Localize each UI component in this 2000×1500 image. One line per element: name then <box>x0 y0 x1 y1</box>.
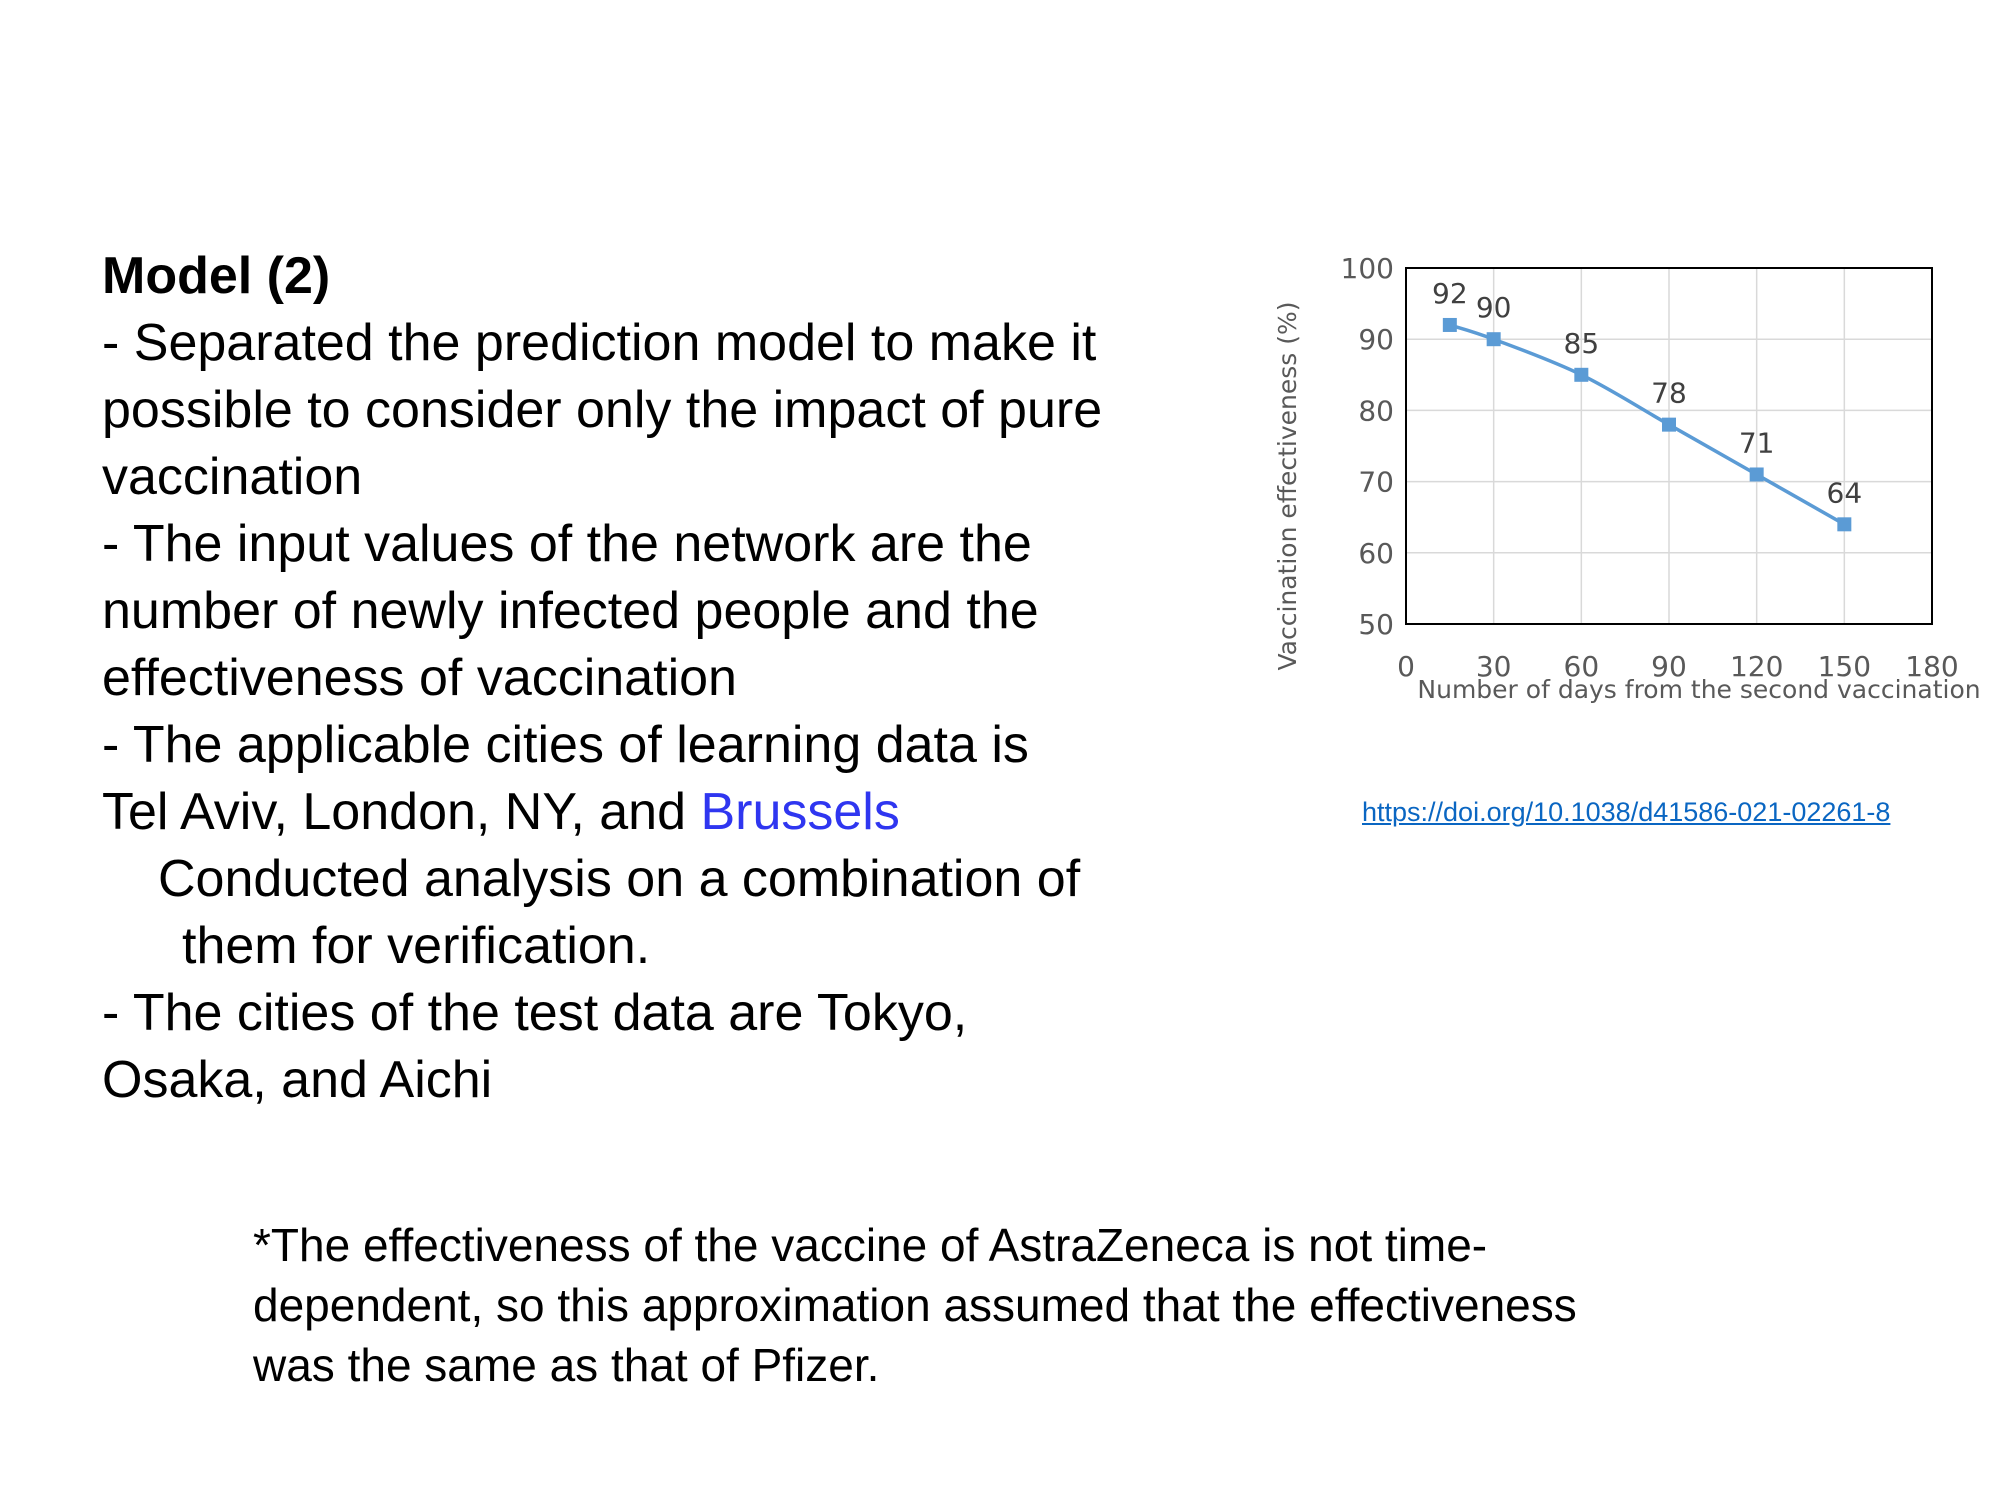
x-tick-label: 60 <box>1563 650 1600 683</box>
y-tick-label: 70 <box>1358 465 1394 499</box>
data-point-marker <box>1750 467 1764 481</box>
cities-text: Tel Aviv, London, NY, and <box>102 783 701 841</box>
y-tick-label: 90 <box>1358 323 1394 357</box>
data-label: 64 <box>1826 476 1863 510</box>
body-line: effectiveness of vaccination <box>102 649 737 707</box>
data-label: 90 <box>1475 291 1512 325</box>
x-tick-label: 180 <box>1905 650 1959 683</box>
data-label: 92 <box>1432 276 1468 310</box>
data-point-marker <box>1662 418 1676 432</box>
data-point-marker <box>1443 318 1457 332</box>
y-axis-title: Vaccination effectiveness (%) <box>1273 301 1302 671</box>
y-tick-label: 50 <box>1358 608 1394 641</box>
x-tick-label: 30 <box>1475 650 1512 683</box>
body-line: number of newly infected people and the <box>102 582 1039 640</box>
series-line <box>1450 325 1844 524</box>
slide-title: Model (2) <box>102 247 331 305</box>
data-label: 71 <box>1738 426 1775 460</box>
x-tick-label: 0 <box>1397 650 1415 683</box>
body-line: possible to consider only the impact of pure <box>102 381 1103 439</box>
highlighted-city: Brussels <box>700 783 900 841</box>
body-line: - Separated the prediction model to make it <box>102 314 1097 372</box>
x-axis-title: Number of days from the second vaccination <box>1417 675 1981 704</box>
data-point-marker <box>1837 517 1851 531</box>
y-tick-label: 60 <box>1358 536 1394 570</box>
footnote <box>253 1215 1753 1395</box>
data-point-marker <box>1574 368 1588 382</box>
body-line: - The input values of the network are the <box>102 515 1032 573</box>
x-tick-label: 150 <box>1817 650 1872 683</box>
x-tick-label: 90 <box>1651 650 1687 683</box>
cities-line <box>102 779 1212 846</box>
data-label: 85 <box>1563 326 1600 360</box>
test-data-line: - The cities of the test data are Tokyo, <box>102 984 968 1042</box>
data-label: 78 <box>1651 376 1687 410</box>
body-line: vaccination <box>102 448 363 506</box>
footnote-line: *The effectiveness of the vaccine of AstraZeneca is not time- <box>253 1219 1488 1271</box>
analysis-line: Conducted analysis on a combination of <box>158 850 1081 908</box>
footnote-line: was the same as that of Pfizer. <box>253 1339 880 1391</box>
analysis-line: them for verification. <box>182 917 651 975</box>
body-line: - The applicable cities of learning data is <box>102 716 1029 774</box>
footnote-line: dependent, so this approximation assumed that the effectiveness <box>253 1279 1577 1331</box>
effectiveness-line-chart <box>1260 240 2000 720</box>
x-tick-label: 120 <box>1729 650 1784 683</box>
doi-link[interactable]: https://doi.org/10.1038/d41586-021-02261-8 <box>1362 797 1891 827</box>
y-tick-label: 100 <box>1340 252 1394 285</box>
y-tick-label: 80 <box>1358 394 1394 428</box>
main-text-block <box>102 243 1212 1114</box>
test-data-line: Osaka, and Aichi <box>102 1051 493 1109</box>
data-point-marker <box>1487 332 1501 346</box>
